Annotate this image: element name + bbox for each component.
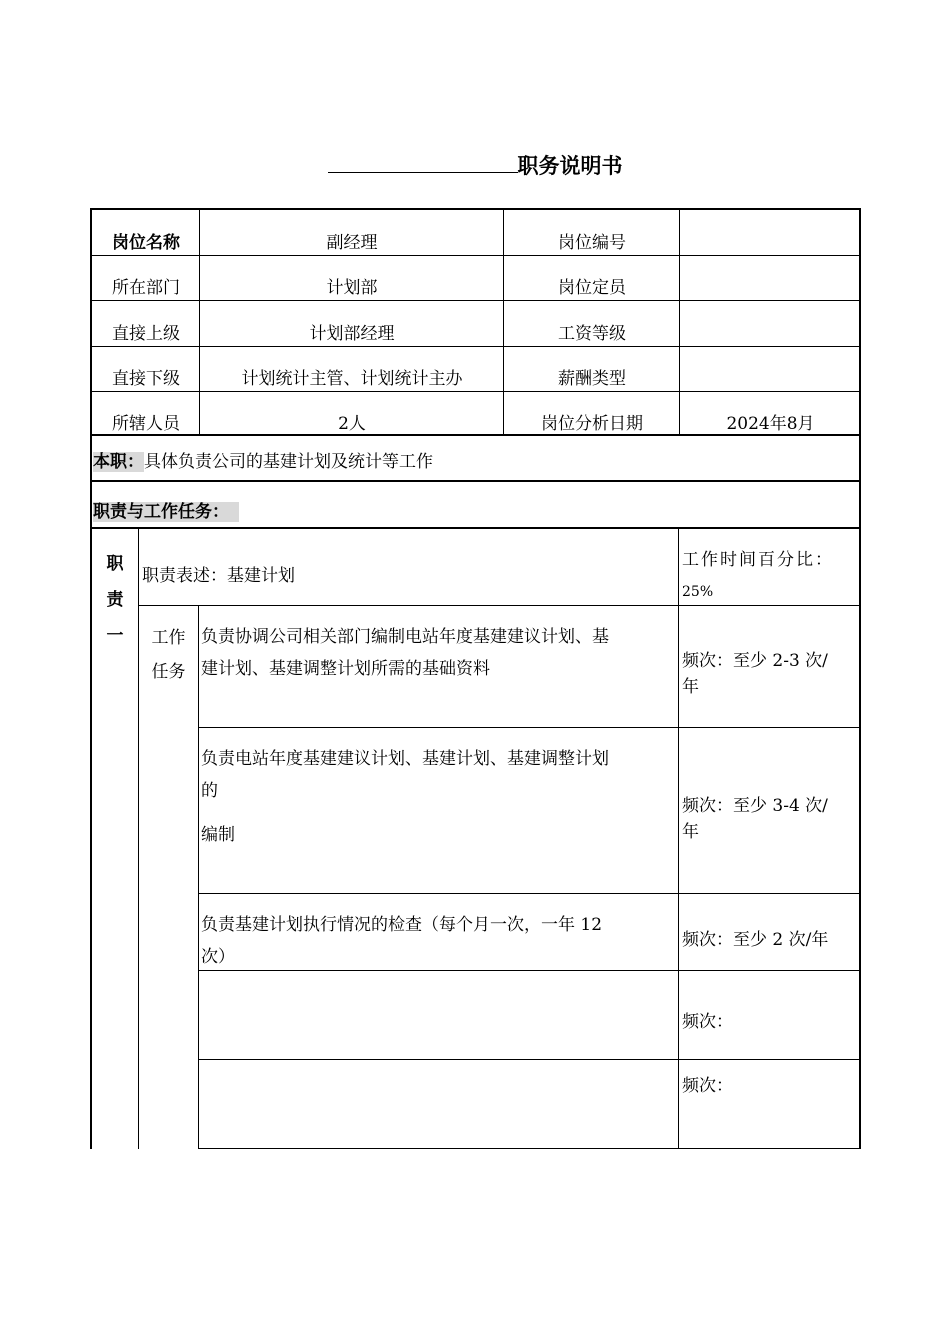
value-supervisor: 计划部经理 <box>309 324 395 344</box>
task-5-frequency: 频次： <box>682 1076 733 1096</box>
label-supervisor: 直接上级 <box>112 324 180 344</box>
value-subordinates: 计划统计主管、计划统计主办 <box>241 369 463 389</box>
label-subordinates: 直接下级 <box>112 369 180 389</box>
time-percent-value: 25% <box>682 584 714 600</box>
benzhi-row <box>93 451 433 473</box>
value-staff: 2人 <box>338 414 366 434</box>
label-analysis-date: 岗位分析日期 <box>541 414 643 434</box>
value-pay-type <box>680 354 861 399</box>
task-1-frequency: 频次：至少 2-3 次/ 年 <box>682 651 828 697</box>
duty-header-row <box>93 501 239 523</box>
benzhi-text: 具体负责公司的基建计划及统计等工作 <box>144 452 433 472</box>
title-blank-line <box>328 152 518 173</box>
task-1-text: 负责协调公司相关部门编制电站年度基建建议计划、基 建计划、基建调整计划所需的基础资料 <box>201 627 609 679</box>
value-position-name: 副经理 <box>326 233 378 253</box>
value-analysis-date: 2024年8月 <box>726 414 815 434</box>
value-department: 计划部 <box>326 278 378 298</box>
task-3-text: 负责基建计划执行情况的检查（每个月一次，一年 12 次） <box>201 915 603 967</box>
task-4-frequency: 频次： <box>682 1012 733 1032</box>
label-position-name: 岗位名称 <box>112 233 180 253</box>
label-staff: 所辖人员 <box>112 414 180 434</box>
task-label: 工作 任务 <box>151 628 186 682</box>
label-salary-grade: 工资等级 <box>558 324 626 344</box>
value-salary-grade <box>680 309 861 354</box>
info-table <box>90 208 861 436</box>
task-3-frequency: 频次：至少 2 次/年 <box>682 930 829 950</box>
label-department: 所在部门 <box>112 278 180 298</box>
value-position-code <box>680 218 861 263</box>
benzhi-label: 本职： <box>93 452 144 472</box>
title-text: 职务说明书 <box>517 154 623 178</box>
duty-description: 职责表述：基建计划 <box>142 566 295 586</box>
time-percent-label: 工作时间百分比： <box>682 550 834 570</box>
value-headcount <box>680 263 861 308</box>
document-title <box>0 150 950 180</box>
duty-header: 职责与工作任务： <box>93 502 239 522</box>
task-2-text: 负责电站年度基建建议计划、基建计划、基建调整计划 的 编制 <box>201 749 609 845</box>
label-headcount: 岗位定员 <box>558 278 626 298</box>
label-pay-type: 薪酬类型 <box>558 369 626 389</box>
label-position-code: 岗位编号 <box>558 233 626 253</box>
task-2-frequency: 频次：至少 3-4 次/ 年 <box>682 796 828 842</box>
duty-side-label: 职 责 一 <box>106 554 124 646</box>
